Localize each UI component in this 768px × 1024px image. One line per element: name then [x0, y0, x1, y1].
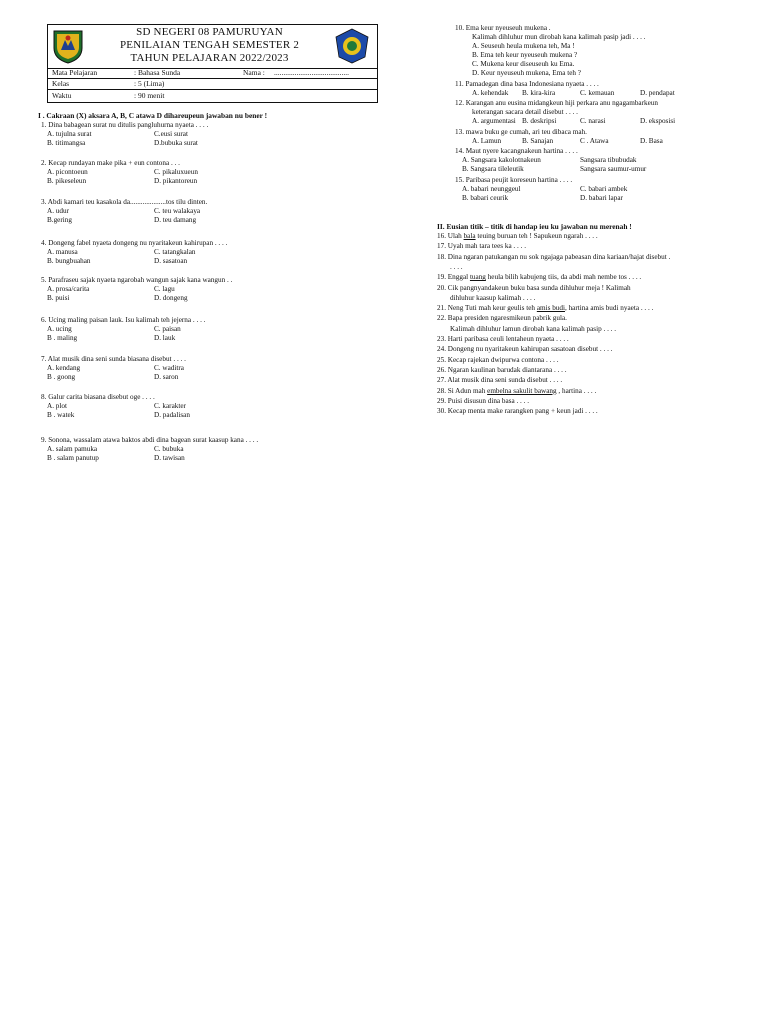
answer-option: B . salam panutup	[47, 454, 99, 462]
question-number: 19.	[437, 273, 448, 282]
answer-option: D. padalisan	[154, 411, 190, 419]
question-text: Dongeng nu nyaritakeun kahirupan sasatoan disebut . . . .	[447, 345, 613, 354]
fill-in-question	[437, 284, 631, 293]
question-item: 13. mawa buku ge cumah, ari teu dibaca mah.	[455, 127, 587, 136]
answer-option: D.bubuka surat	[154, 139, 198, 147]
question-text: Harti paribasa ceuli lentaheun nyaeta . . . .	[447, 335, 569, 343]
question-item: 10. Ema keur nyeuseuh mukena .	[455, 24, 551, 32]
answer-option: C. babari ambek	[580, 184, 628, 193]
exam-header	[47, 24, 378, 69]
class-row	[48, 78, 377, 89]
question-text: Enggal	[447, 273, 470, 282]
section-1-title: I . Cakraan (X) aksara A, B, C atawa D dihareupeun jawaban nu bener !	[38, 111, 268, 120]
question-number: 21.	[437, 304, 448, 313]
question-number: 29.	[437, 396, 448, 405]
answer-option: D. pendapat	[640, 88, 675, 97]
question-text: Bapa presiden ngaresmikeun pabrik gula.	[447, 314, 567, 323]
fill-in-question	[437, 407, 598, 416]
question-text: Ulah	[447, 232, 464, 240]
question-number: 20.	[437, 283, 448, 292]
fill-in-question	[437, 356, 559, 365]
question-item: 5. Parafraseu sajak nyaeta ngarobah wangun sajak kana wangun . .	[41, 276, 233, 284]
answer-option: C. tatangkalan	[154, 248, 196, 256]
answer-option: A. plot	[47, 402, 67, 410]
school-logo-icon	[333, 27, 371, 65]
answer-option: B . maling	[47, 334, 78, 342]
question-number: 17.	[437, 242, 448, 251]
underlined-phrase: amis budi	[536, 304, 565, 313]
class-value: : 5 (Lima)	[134, 79, 165, 88]
answer-option: B. bungbuahan	[47, 257, 91, 265]
question-item: 7. Alat musik dina seni sunda biasana disebut . . . .	[41, 355, 186, 363]
question-text: Alat musik dina seni sunda disebut . . . .	[447, 376, 563, 385]
question-line: keterangan sacara detail disebut . . . .	[472, 108, 578, 116]
answer-option: B.gering	[47, 216, 72, 224]
answer-option: B. puisi	[47, 294, 70, 302]
question-text: Ngaran kaulinan barudak diantarana . . . .	[447, 365, 567, 374]
time-value: : 90 menit	[134, 91, 165, 100]
question-item: 4. Dongeng fabel nyaeta dongeng nu nyaritakeun kahirupan . . . .	[41, 239, 228, 247]
answer-option: D. teu damang	[154, 216, 197, 224]
question-text: Puisi disusun dina basa . . . .	[447, 396, 530, 405]
subject-label: Mata Pelajaran	[52, 68, 98, 77]
answer-option: C. bubuka	[154, 445, 184, 453]
answer-option: B. babari ceurik	[462, 193, 509, 202]
question-text: Kecap menta make rarangken pang + keun jadi . . . .	[447, 407, 598, 416]
answer-option: A. udur	[47, 207, 69, 215]
answer-option: B . watek	[47, 411, 75, 419]
answer-option: A. kendang	[47, 364, 81, 372]
name-blank[interactable]: ........................................	[274, 68, 349, 77]
fill-in-question	[437, 366, 567, 375]
answer-option: D. Basa	[640, 136, 663, 145]
answer-option: C.eusi surat	[154, 130, 188, 138]
answer-option: A. salam pamuka	[47, 445, 98, 453]
answer-option: A. Lamun	[472, 136, 502, 145]
answer-option: D. dongeng	[154, 294, 188, 302]
question-text: Neng Tuti mah keur geulis teh	[447, 304, 537, 313]
answer-option: D. eksposisi	[640, 117, 676, 125]
academic-year: TAHUN PELAJARAN 2022/2023	[130, 52, 289, 64]
answer-option: A. manusa	[47, 248, 78, 256]
answer-option: A. babari neunggeul	[462, 184, 521, 193]
regency-emblem-icon	[51, 28, 85, 64]
class-label: Kelas	[52, 79, 70, 88]
fill-in-question	[437, 253, 670, 262]
answer-option: B. Sangsara tileleutik	[462, 165, 524, 173]
answer-option: C. paisan	[154, 325, 181, 333]
question-continuation: dihluhur kaasup kalimah . . . .	[450, 293, 536, 302]
question-number: 27.	[437, 376, 448, 385]
header-title-block	[88, 26, 331, 65]
answer-option: C. kemauan	[580, 88, 615, 97]
question-line: A. Seuseuh heula mukena teh, Ma !	[472, 42, 575, 50]
fill-in-question	[437, 397, 529, 406]
question-number: 23.	[437, 335, 448, 343]
answer-option: C. lagu	[154, 285, 175, 293]
fill-in-question	[437, 304, 653, 313]
fill-in-question	[437, 273, 641, 282]
question-line: C. Mukena keur diseuseuh ku Ema.	[472, 60, 575, 68]
answer-option: A. kehendak	[472, 88, 509, 97]
answer-option: A. argumentasi	[472, 117, 516, 125]
answer-option: C. narasi	[580, 117, 606, 125]
question-text: , hartina . . . .	[556, 386, 597, 395]
question-number: 28.	[437, 386, 448, 395]
answer-option: B. deskripsi	[522, 117, 557, 125]
question-text: Dina ngaran patukangan nu sok ngajaga pabeasan dina kariaan/hajat disebut .	[447, 252, 671, 261]
question-number: 26.	[437, 365, 448, 374]
subject-value: : Bahasa Sunda	[134, 68, 181, 77]
name-label: Nama :	[243, 68, 265, 77]
fill-in-question	[437, 345, 612, 354]
answer-option: Sangsara saumur-umur	[580, 165, 647, 173]
question-number: 30.	[437, 407, 448, 416]
question-item: 1. Dina babagean surat nu ditulis pangluhurna nyaeta . . . .	[41, 121, 209, 129]
fill-in-question	[437, 314, 567, 323]
fill-in-question	[437, 242, 526, 251]
answer-option: B. pikeseleun	[47, 177, 87, 185]
school-name: SD NEGERI 08 PAMURUYAN	[136, 26, 283, 38]
underlined-phrase: bala	[463, 232, 476, 240]
answer-option: D. saron	[154, 373, 179, 381]
question-item: 2. Kecap rundayan make pika + eun contona . . .	[41, 159, 180, 167]
answer-option: C. teu walakaya	[154, 207, 201, 215]
question-text: Uyah mah tara tees ka . . . .	[447, 242, 527, 251]
question-text: Cik pangnyandakeun buku basa sunda dihluhur meja ! Kalimah	[447, 283, 631, 292]
student-info-table	[47, 67, 378, 103]
answer-option: D. sasatoan	[154, 257, 188, 265]
question-number: 25.	[437, 355, 448, 364]
answer-option: D. tawisan	[154, 454, 185, 462]
question-text: Kecap rajekan dwipurwa contona . . . .	[447, 355, 559, 364]
question-item: 3. Abdi kamari teu kasakola da....................tos tilu dinten.	[41, 198, 208, 206]
time-row	[48, 90, 377, 101]
time-label: Waktu	[52, 91, 72, 100]
answer-option: B. kira-kira	[522, 88, 556, 97]
exam-name: PENILAIAN TENGAH SEMESTER 2	[119, 39, 300, 51]
answer-option: B . goong	[47, 373, 76, 381]
subject-row	[48, 67, 377, 78]
answer-option: B. titimangsa	[47, 139, 86, 147]
question-number: 18.	[437, 252, 448, 261]
answer-option: D. lauk	[154, 334, 176, 342]
answer-option: C. pikaluxueun	[154, 168, 198, 176]
question-number: 16.	[437, 232, 448, 240]
answer-option: A. picontoeun	[47, 168, 88, 176]
question-continuation: . . . .	[450, 262, 463, 271]
answer-option: D. pikantoreun	[154, 177, 198, 185]
answer-option: A. prosa/carita	[47, 285, 90, 293]
answer-option: D. babari lapar	[580, 193, 623, 202]
answer-option: C. waditra	[154, 364, 184, 372]
question-item: 8. Galur carita biasana disebut oge . . . .	[41, 393, 155, 401]
answer-option: C . Atawa	[580, 136, 609, 145]
underlined-phrase: tuang	[469, 273, 486, 282]
question-item: 9. Sonona, wassalam atawa baktos abdi dina bagean surat kaasup kana . . . .	[41, 436, 259, 444]
fill-in-question	[437, 335, 569, 344]
fill-in-question	[437, 376, 562, 385]
question-number: 24.	[437, 345, 448, 354]
question-text: , hartina amis budi nyaeta . . . .	[564, 304, 654, 313]
question-number: 22.	[437, 314, 448, 323]
question-item: 15. Paribasa peujit koreseun hartina . . . .	[455, 175, 573, 184]
answer-option: C. karakter	[154, 402, 186, 410]
answer-option: A. Sangsara kakolotnakeun	[462, 156, 541, 164]
underlined-phrase: embelna sakulit bawang	[487, 386, 557, 395]
fill-in-question	[437, 387, 596, 396]
question-line: D. Keur nyeuseuh mukena, Ema teh ?	[472, 69, 581, 77]
question-item: 6. Ucing maling paisan lauk. Isu kalimah teh jejerna . . . .	[41, 316, 206, 324]
answer-option: A. tujulna surat	[47, 130, 92, 138]
section-2-title: II. Eusian titik – titik di handap ieu ku jawaban nu merenah !	[437, 222, 632, 231]
question-text: teuing buruan teh ! Sapukeun ngarah . . . .	[475, 232, 598, 240]
fill-in-question	[437, 232, 598, 241]
question-item: 14. Maut nyere kacangnakeun hartina . . . .	[455, 147, 578, 155]
question-item: 11. Pamadegan dina basa Indonesiana nyaeta . . . .	[455, 79, 599, 88]
question-line: B. Ema teh keur nyeuseuh mukena ?	[472, 51, 578, 59]
answer-option: A. ucing	[47, 325, 72, 333]
question-continuation: Kalimah dihluhur lamun dirobah kana kalimah pasip . . . .	[450, 324, 617, 333]
question-item: 12. Karangan anu eusina midangkeun hiji perkara anu ngagambarkeun	[455, 99, 658, 107]
answer-option: B. Sanajan	[522, 136, 554, 145]
question-line: Kalimah dihluhur mun dirobah kana kalimah pasip jadi . . . .	[472, 33, 646, 41]
answer-option: Sangsara tibubudak	[580, 156, 637, 164]
question-text: Si Adun mah	[447, 386, 488, 395]
question-text: heula bilih kabujeng tiis, da abdi mah nembe tos . . . .	[485, 273, 642, 282]
